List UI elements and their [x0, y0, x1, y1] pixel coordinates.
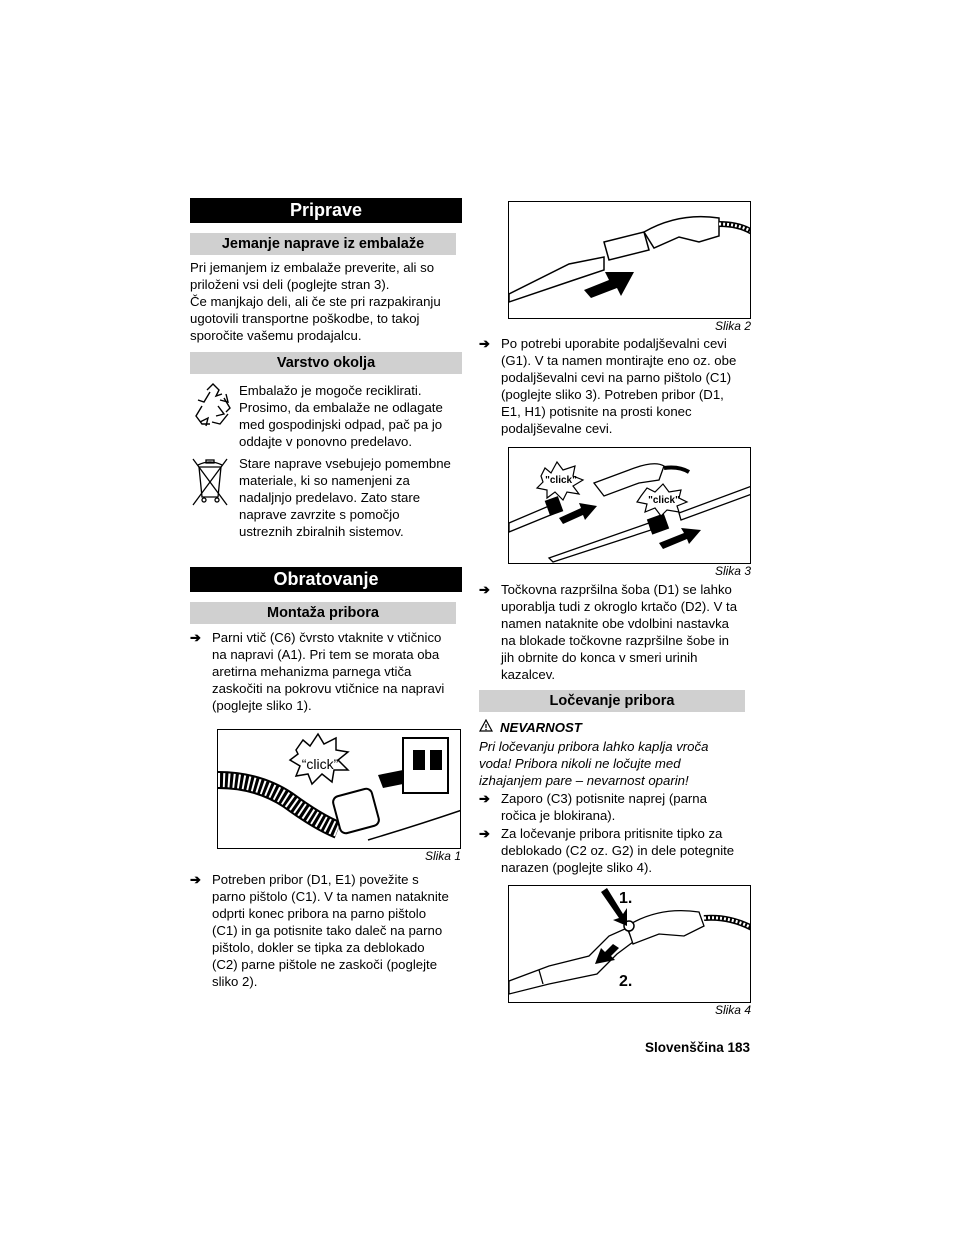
figure-2 [508, 201, 751, 333]
left-column [190, 198, 462, 990]
recycle-note [190, 382, 462, 450]
heading-obratovanje: Obratovanje [190, 567, 462, 592]
recycle-icon [190, 382, 239, 450]
figure-4 [508, 885, 751, 1017]
figure-4-image [508, 885, 751, 1003]
arrow-right-icon: ➔ [479, 791, 491, 806]
warning-text: Pri ločevanju pribora lahko kaplja vroča voda! Pribora nikoli ne ločujte med izhajanjem pare – nevarnost oparin! [479, 739, 709, 788]
warning-triangle-icon [479, 719, 493, 736]
step-1-label: 1. [619, 890, 633, 907]
instruction-tockovna: ➔ Točkovna razpršilna šoba (D1) se lahko uporablja tudi z okroglo krtačo (D2). V ta namen nataknite obe vdolbini nastavka na blokade točkovne razpršilne šobe in jih obrnite do konca v smeri urinih kazalcev. [479, 582, 738, 682]
recycle-text: Embalažo je mogoče reciklirati. Prosimo, da embalaže ne odlagate med gospodinjski odpad, pač pa jo oddajte v ponovno predelavo. [239, 383, 443, 449]
arrow-right-icon: ➔ [190, 872, 202, 887]
figure-1-image [217, 729, 461, 849]
instruction-zaporo: ➔ Zaporo (C3) potisnite naprej (parna ročica je blokirana). [479, 791, 707, 823]
click-label-2: "click" [648, 495, 680, 506]
figure-1 [217, 729, 461, 863]
arrow-right-icon: ➔ [479, 582, 491, 597]
instruction-podaljsevalni: ➔ Po potrebi uporabite podaljševalni cevi (G1). V ta namen montirajte eno oz. obe podaljševalni cevi na parno pištolo (C1) (poglejte sliko 3). Potreben pribor (D1, E1, H1) potisnite na prosti konec podaljševalne cevi. [479, 336, 737, 436]
subheading-varstvo: Varstvo okolja [190, 352, 462, 374]
arrow-right-icon: ➔ [190, 630, 202, 645]
subheading-montaza: Montaža pribora [190, 602, 456, 624]
weee-note [190, 455, 462, 540]
click-label-1: "click" [545, 475, 577, 486]
figure-4-caption: Slika 4 [714, 1003, 751, 1017]
instruction-potreben: ➔ Potreben pribor (D1, E1) povežite s parno pištolo (C1). V ta namen nataknite odprti konec pribora na parno pištolo (C1) in ga potisnite tako daleč na parno pištolo, dokler se tipka za deblokado (C2) parne pištole ne zaskoči (poglejte sliko 2). [190, 872, 449, 989]
figure-2-image [508, 201, 751, 319]
arrow-right-icon: ➔ [479, 826, 491, 841]
subheading-locevanje: Ločevanje pribora [479, 690, 745, 712]
crossed-bin-icon [190, 455, 239, 540]
figure-3 [508, 447, 751, 578]
paragraph-jemanje: Pri jemanjem iz embalaže preverite, ali so priloženi vsi deli (poglejte stran 3). Če manjkajo deli, ali če ste pri razpakiranju ugotovili transportne poškodbe, to takoj sporočite vašemu prodajalcu. [190, 260, 441, 343]
click-label: “click” [301, 756, 339, 772]
figure-1-caption: Slika 1 [424, 849, 461, 863]
arrow-right-icon: ➔ [479, 336, 491, 351]
warning-heading: NEVARNOST [479, 719, 751, 736]
figure-3-caption: Slika 3 [714, 564, 751, 578]
page-footer: Slovenščina 183 [644, 1040, 750, 1055]
right-column [479, 201, 751, 1017]
heading-priprave: Priprave [190, 198, 462, 223]
instruction-za-locevanje: ➔ Za ločevanje pribora pritisnite tipko za deblokado (C2 oz. G2) in dele potegnite narazen (poglejte sliko 4). [479, 826, 735, 875]
subheading-jemanje: Jemanje naprave iz embalaže [190, 233, 456, 255]
figure-2-caption: Slika 2 [714, 319, 751, 333]
step-2-label: 2. [619, 973, 633, 990]
instruction-parni: ➔ Parni vtič (C6) čvrsto vtaknite v vtičnico na napravi (A1). Pri tem se morata oba aretirna mehanizma parnega vtiča zaskočiti na pokrovu vtičnice na napravi (poglejte sliko 1). [190, 630, 445, 713]
figure-3-image [508, 447, 751, 564]
weee-text: Stare naprave vsebujejo pomembne materiale, ki so namenjeni za nadaljnjo predelavo. Zato stare naprave zavrzite s pomočjo ustreznih zbiralnih sistemov. [239, 456, 451, 539]
